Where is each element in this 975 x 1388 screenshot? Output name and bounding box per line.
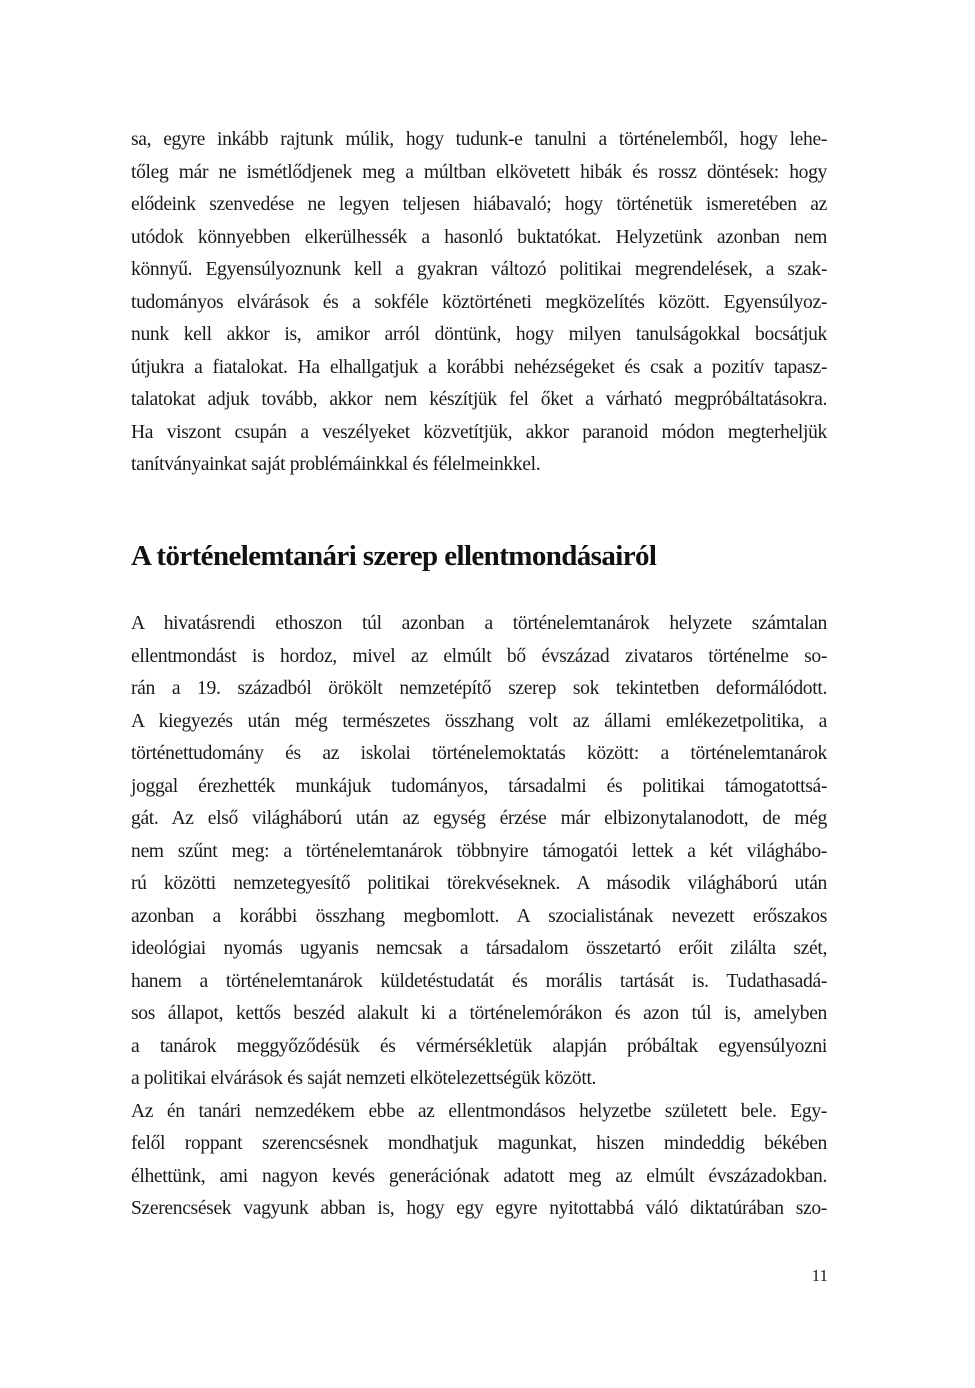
text-line: rán a 19. századból örökölt nemzetépítő szerep sok tekintetben deformálódott.	[131, 678, 827, 699]
text-line: azonban a korábbi összhang megbomlott. A szocialistának nevezett erőszakos	[131, 905, 827, 927]
page-number: 11	[811, 1266, 828, 1285]
text-line: ellentmondást is hordoz, mivel az elmúlt bő évszázad zivataros történelme so-	[131, 645, 827, 667]
text-line: könnyű. Egyensúlyoznunk kell a gyakran változó politikai megrendelések, a szak-	[131, 259, 827, 280]
text-line: elődeink szenvedése ne legyen teljesen hiábavaló; hogy történetük ismeretében az	[131, 194, 827, 215]
text-line: a politikai elvárások és saját nemzeti elkötelezettségük között.	[131, 1068, 597, 1089]
text-line: tőleg már ne ismétlődjenek meg a múltban elkövetett hibák és rossz döntések: hogy	[131, 161, 827, 183]
text-line: utódok könnyebben elkerülhessék a hasonló buktatókat. Helyzetünk azonban nem	[131, 226, 827, 248]
text-line: tudományos elvárások és a sokféle köztörténeti megközelítés között. Egyensúlyoz-	[131, 291, 827, 313]
text-line: talatokat adjuk tovább, akkor nem készítjük fel őket a várható megpróbáltatásokra.	[131, 389, 827, 410]
section-heading: A történelemtanári szerep ellentmondásairól	[131, 540, 657, 572]
text-line: rú közötti nemzetegyesítő politikai törekvéseknek. A második világháború után	[131, 873, 827, 894]
text-line: A hivatásrendi ethoszon túl azonban a történelemtanárok helyzete számtalan	[131, 613, 827, 634]
text-line: ideológiai nyomás ugyanis nemcsak a társadalom összetartó erőit zilálta szét,	[131, 938, 827, 959]
text-line: Szerencsések vagyunk abban is, hogy egy egyre nyitottabbá váló diktatúrában szo-	[131, 1198, 827, 1219]
section-body	[131, 608, 827, 1226]
text-line: felől roppant szerencsésnek mondhatjuk magunkat, hiszen mindeddig békében	[131, 1133, 827, 1154]
text-line: hanem a történelemtanárok küldetéstudatát és morális tartását is. Tudathasadá-	[131, 970, 827, 992]
text-line: joggal érezhették munkájuk tudományos, társadalmi és politikai támogatottsá-	[131, 775, 827, 797]
text-line: útjukra a fiatalokat. Ha elhallgatjuk a korábbi nehézségeket és csak a pozitív tapasz-	[131, 356, 827, 378]
text-line: sos állapot, kettős beszéd alakult ki a történelemórákon és azon túl is, amelyben	[131, 1003, 827, 1024]
text-line: történettudomány és az iskolai történelemoktatás között: a történelemtanárok	[131, 743, 827, 764]
text-line: a tanárok meggyőződésük és vérmérsékletük alapján próbáltak egyensúlyozni	[131, 1035, 827, 1057]
paragraph	[131, 608, 827, 1096]
intro-paragraph	[131, 124, 827, 482]
text-line: nem szűnt meg: a történelemtanárok többnyire támogatói lettek a két világhábo-	[131, 840, 827, 862]
paragraph	[131, 1096, 827, 1226]
text-line: nunk kell akkor is, amikor arról döntünk, hogy milyen tanulságokkal bocsátjuk	[131, 324, 827, 345]
paragraph	[131, 124, 827, 482]
text-line: A kiegyezés után még természetes összhang volt az állami emlékezetpolitika, a	[131, 710, 827, 732]
text-line: tanítványainkat saját problémáinkkal és félelmeinkkel.	[131, 454, 541, 475]
text-line: Az én tanári nemzedékem ebbe az ellentmondásos helyzetbe született bele. Egy-	[131, 1100, 827, 1122]
text-line: élhettünk, ami nagyon kevés generációnak adatott meg az elmúlt évszázadokban.	[131, 1165, 827, 1187]
text-line: gát. Az első világháború után az egység érzése már elbizonytalanodott, de még	[131, 808, 827, 829]
text-line: sa, egyre inkább rajtunk múlik, hogy tudunk-e tanulni a történelemből, hogy lehe-	[131, 129, 827, 150]
text-line: Ha viszont csupán a veszélyeket közvetítjük, akkor paranoid módon megterheljük	[131, 421, 827, 443]
